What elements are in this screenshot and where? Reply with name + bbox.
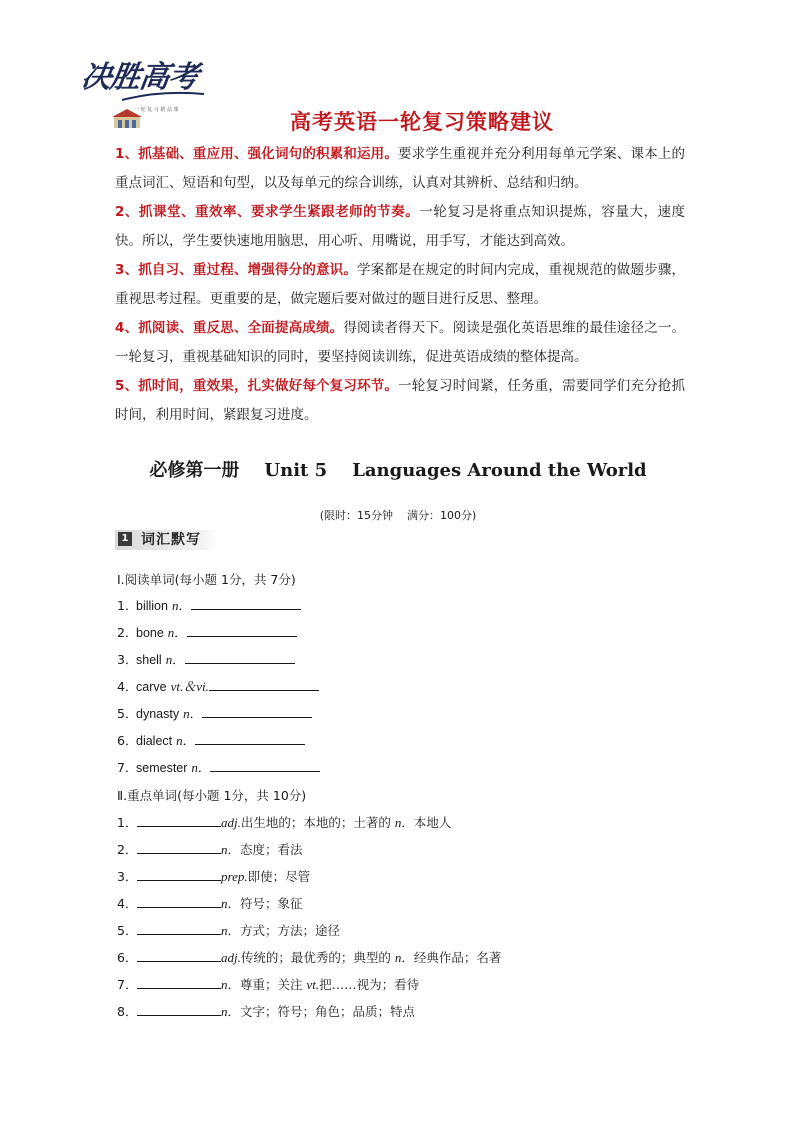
item-dot: ． — [197, 760, 211, 775]
list-item — [117, 646, 320, 673]
item-number: 6． — [117, 733, 138, 748]
item-meaning-2: ．本地人 — [401, 815, 452, 830]
item-pos: prep. — [221, 869, 248, 884]
item-number: 7． — [117, 977, 138, 992]
answer-blank[interactable] — [202, 703, 312, 718]
answer-blank[interactable] — [137, 974, 221, 989]
item-pos: adj. — [221, 950, 241, 965]
tip-4 — [115, 314, 685, 372]
logo-subtitle: 一 轮 复 习 精 品 课 — [134, 107, 179, 113]
item-meaning: 出生地的；本地的；土著的 — [240, 815, 391, 830]
item-pos: n — [221, 842, 228, 857]
list-item — [117, 754, 320, 781]
item-word: billion — [136, 599, 168, 613]
list-item — [117, 619, 320, 646]
tip-lead: 5、抓时间，重效果，扎实做好每个复习环节。 — [115, 378, 399, 394]
list-item — [117, 836, 501, 863]
item-pos: vt.＆vi. — [170, 679, 209, 694]
answer-blank[interactable] — [137, 866, 221, 881]
item-word: dialect — [136, 734, 173, 748]
key-words-list — [117, 809, 501, 1025]
item-meaning: 传统的；最优秀的；典型的 — [240, 950, 391, 965]
answer-blank[interactable] — [137, 920, 221, 935]
tip-2 — [115, 198, 685, 256]
list-item — [117, 592, 320, 619]
tip-1 — [115, 140, 685, 198]
tip-lead: 2、抓课堂、重效率、要求学生紧跟老师的节奏。 — [115, 204, 420, 220]
item-number: 5． — [117, 923, 138, 938]
list-item — [117, 809, 501, 836]
part-2-heading: Ⅱ.重点单词(每小题 1分，共 10分) — [117, 788, 307, 803]
list-item — [117, 917, 501, 944]
tip-lead: 1、抓基础、重应用、强化词句的积累和运用。 — [115, 146, 399, 162]
item-number: 3． — [117, 652, 138, 667]
strategy-tips — [115, 140, 685, 430]
tip-body: 一轮复习时间紧，任务重，需要同学们充分抢抓时间，利用时间，紧跟复习进度。 — [115, 378, 685, 423]
answer-blank[interactable] — [137, 812, 221, 827]
item-meaning: 即使；尽管 — [247, 869, 311, 884]
tip-lead: 3、抓自习、重过程、增强得分的意识。 — [115, 262, 358, 278]
list-item — [117, 998, 501, 1025]
section-header — [115, 530, 219, 550]
item-pos: n — [183, 706, 190, 721]
item-pos: n — [167, 625, 175, 640]
item-dot: ． — [189, 706, 203, 721]
item-dot: ． — [178, 598, 191, 613]
item-meaning: ．方式；方法；途径 — [227, 923, 341, 938]
item-pos: n — [221, 896, 228, 911]
item-number: 4． — [117, 679, 138, 694]
item-dot: ． — [182, 733, 196, 748]
item-pos: n — [221, 1004, 228, 1019]
item-meaning-2: ．经典作品；名著 — [401, 950, 502, 965]
item-word: shell — [136, 653, 162, 667]
list-item — [117, 700, 320, 727]
list-item — [117, 890, 501, 917]
item-number: 3． — [117, 869, 138, 884]
item-pos: n — [165, 652, 173, 667]
item-number: 2． — [117, 842, 138, 857]
item-number: 8． — [117, 1004, 138, 1019]
tip-5 — [115, 372, 685, 430]
answer-blank[interactable] — [137, 947, 221, 962]
item-pos: n — [176, 733, 183, 748]
reading-words-list — [117, 592, 320, 781]
answer-blank[interactable] — [137, 839, 221, 854]
item-pos-2: n — [394, 815, 402, 830]
item-word: dynasty — [136, 707, 180, 721]
section-number: 1 — [118, 532, 132, 546]
item-number: 6． — [117, 950, 138, 965]
answer-blank[interactable] — [209, 676, 319, 691]
logo-text: 决胜高考 — [79, 60, 200, 95]
item-word: carve — [136, 680, 167, 694]
page-title: 高考英语一轮复习策略建议 — [290, 110, 554, 134]
item-meaning: ．态度；看法 — [227, 842, 303, 857]
item-meaning: ．尊重；关注 — [227, 977, 303, 992]
list-item — [117, 727, 320, 754]
time-limit: (限时：15分钟 满分：100分) — [319, 509, 477, 522]
item-number: 4． — [117, 896, 138, 911]
unit-title: 必修第一册 Unit 5 Languages Around the World — [149, 460, 647, 481]
tip-body: 学案都是在规定的时间内完成，重视规范的做题步骤，重视思考过程。更重要的是，做完题后要对做过的题目进行反思、整理。 — [115, 262, 685, 307]
answer-blank[interactable] — [210, 757, 320, 772]
answer-blank[interactable] — [137, 893, 221, 908]
answer-blank[interactable] — [195, 730, 305, 745]
item-pos-2: vt. — [306, 977, 320, 992]
list-item — [117, 944, 501, 971]
list-item — [117, 971, 501, 998]
item-number: 1． — [117, 815, 138, 830]
answer-blank[interactable] — [191, 595, 301, 610]
item-pos: adj. — [221, 815, 241, 830]
item-pos: n — [191, 760, 198, 775]
item-dot: ． — [174, 625, 187, 640]
tip-body: 一轮复习是将重点知识提炼，容量大，速度快。所以，学生要快速地用脑思，用心听、用嘴说，用手写，才能达到高效。 — [115, 204, 686, 249]
item-number: 7． — [117, 760, 138, 775]
item-word: bone — [136, 626, 164, 640]
tip-lead: 4、抓阅读、重反思、全面提高成绩。 — [115, 320, 344, 336]
item-meaning-2: 把……视为；看待 — [319, 977, 420, 992]
item-number: 2． — [117, 625, 138, 640]
part-1-heading: Ⅰ.阅读单词(每小题 1分，共 7分) — [117, 572, 296, 587]
item-pos: n — [221, 923, 228, 938]
section-label: 词汇默写 — [141, 532, 201, 548]
item-meaning: ．符号；象征 — [227, 896, 303, 911]
answer-blank[interactable] — [137, 1001, 221, 1016]
list-item — [117, 673, 320, 700]
tip-3 — [115, 256, 685, 314]
list-item — [117, 863, 501, 890]
tip-body: 得阅读者得天下。阅读是强化英语思维的最佳途径之一。一轮复习，重视基础知识的同时，要坚持阅读训练，促进英语成绩的整体提高。 — [115, 320, 685, 365]
answer-blank[interactable] — [187, 622, 297, 637]
item-meaning: ．文字；符号；角色；品质；特点 — [227, 1004, 416, 1019]
logo-swoosh-icon — [120, 88, 206, 104]
item-word: semester — [136, 761, 188, 775]
item-number: 5． — [117, 706, 138, 721]
answer-blank[interactable] — [185, 649, 295, 664]
item-pos: n — [171, 598, 179, 613]
tip-body: 要求学生重视并充分利用每单元学案、课本上的重点词汇、短语和句型，以及每单元的综合训练，认真对其辨析、总结和归纳。 — [115, 146, 685, 191]
item-dot: ． — [172, 652, 185, 667]
item-pos-2: n — [394, 950, 402, 965]
item-number: 1． — [117, 598, 138, 613]
item-pos: n — [221, 977, 228, 992]
